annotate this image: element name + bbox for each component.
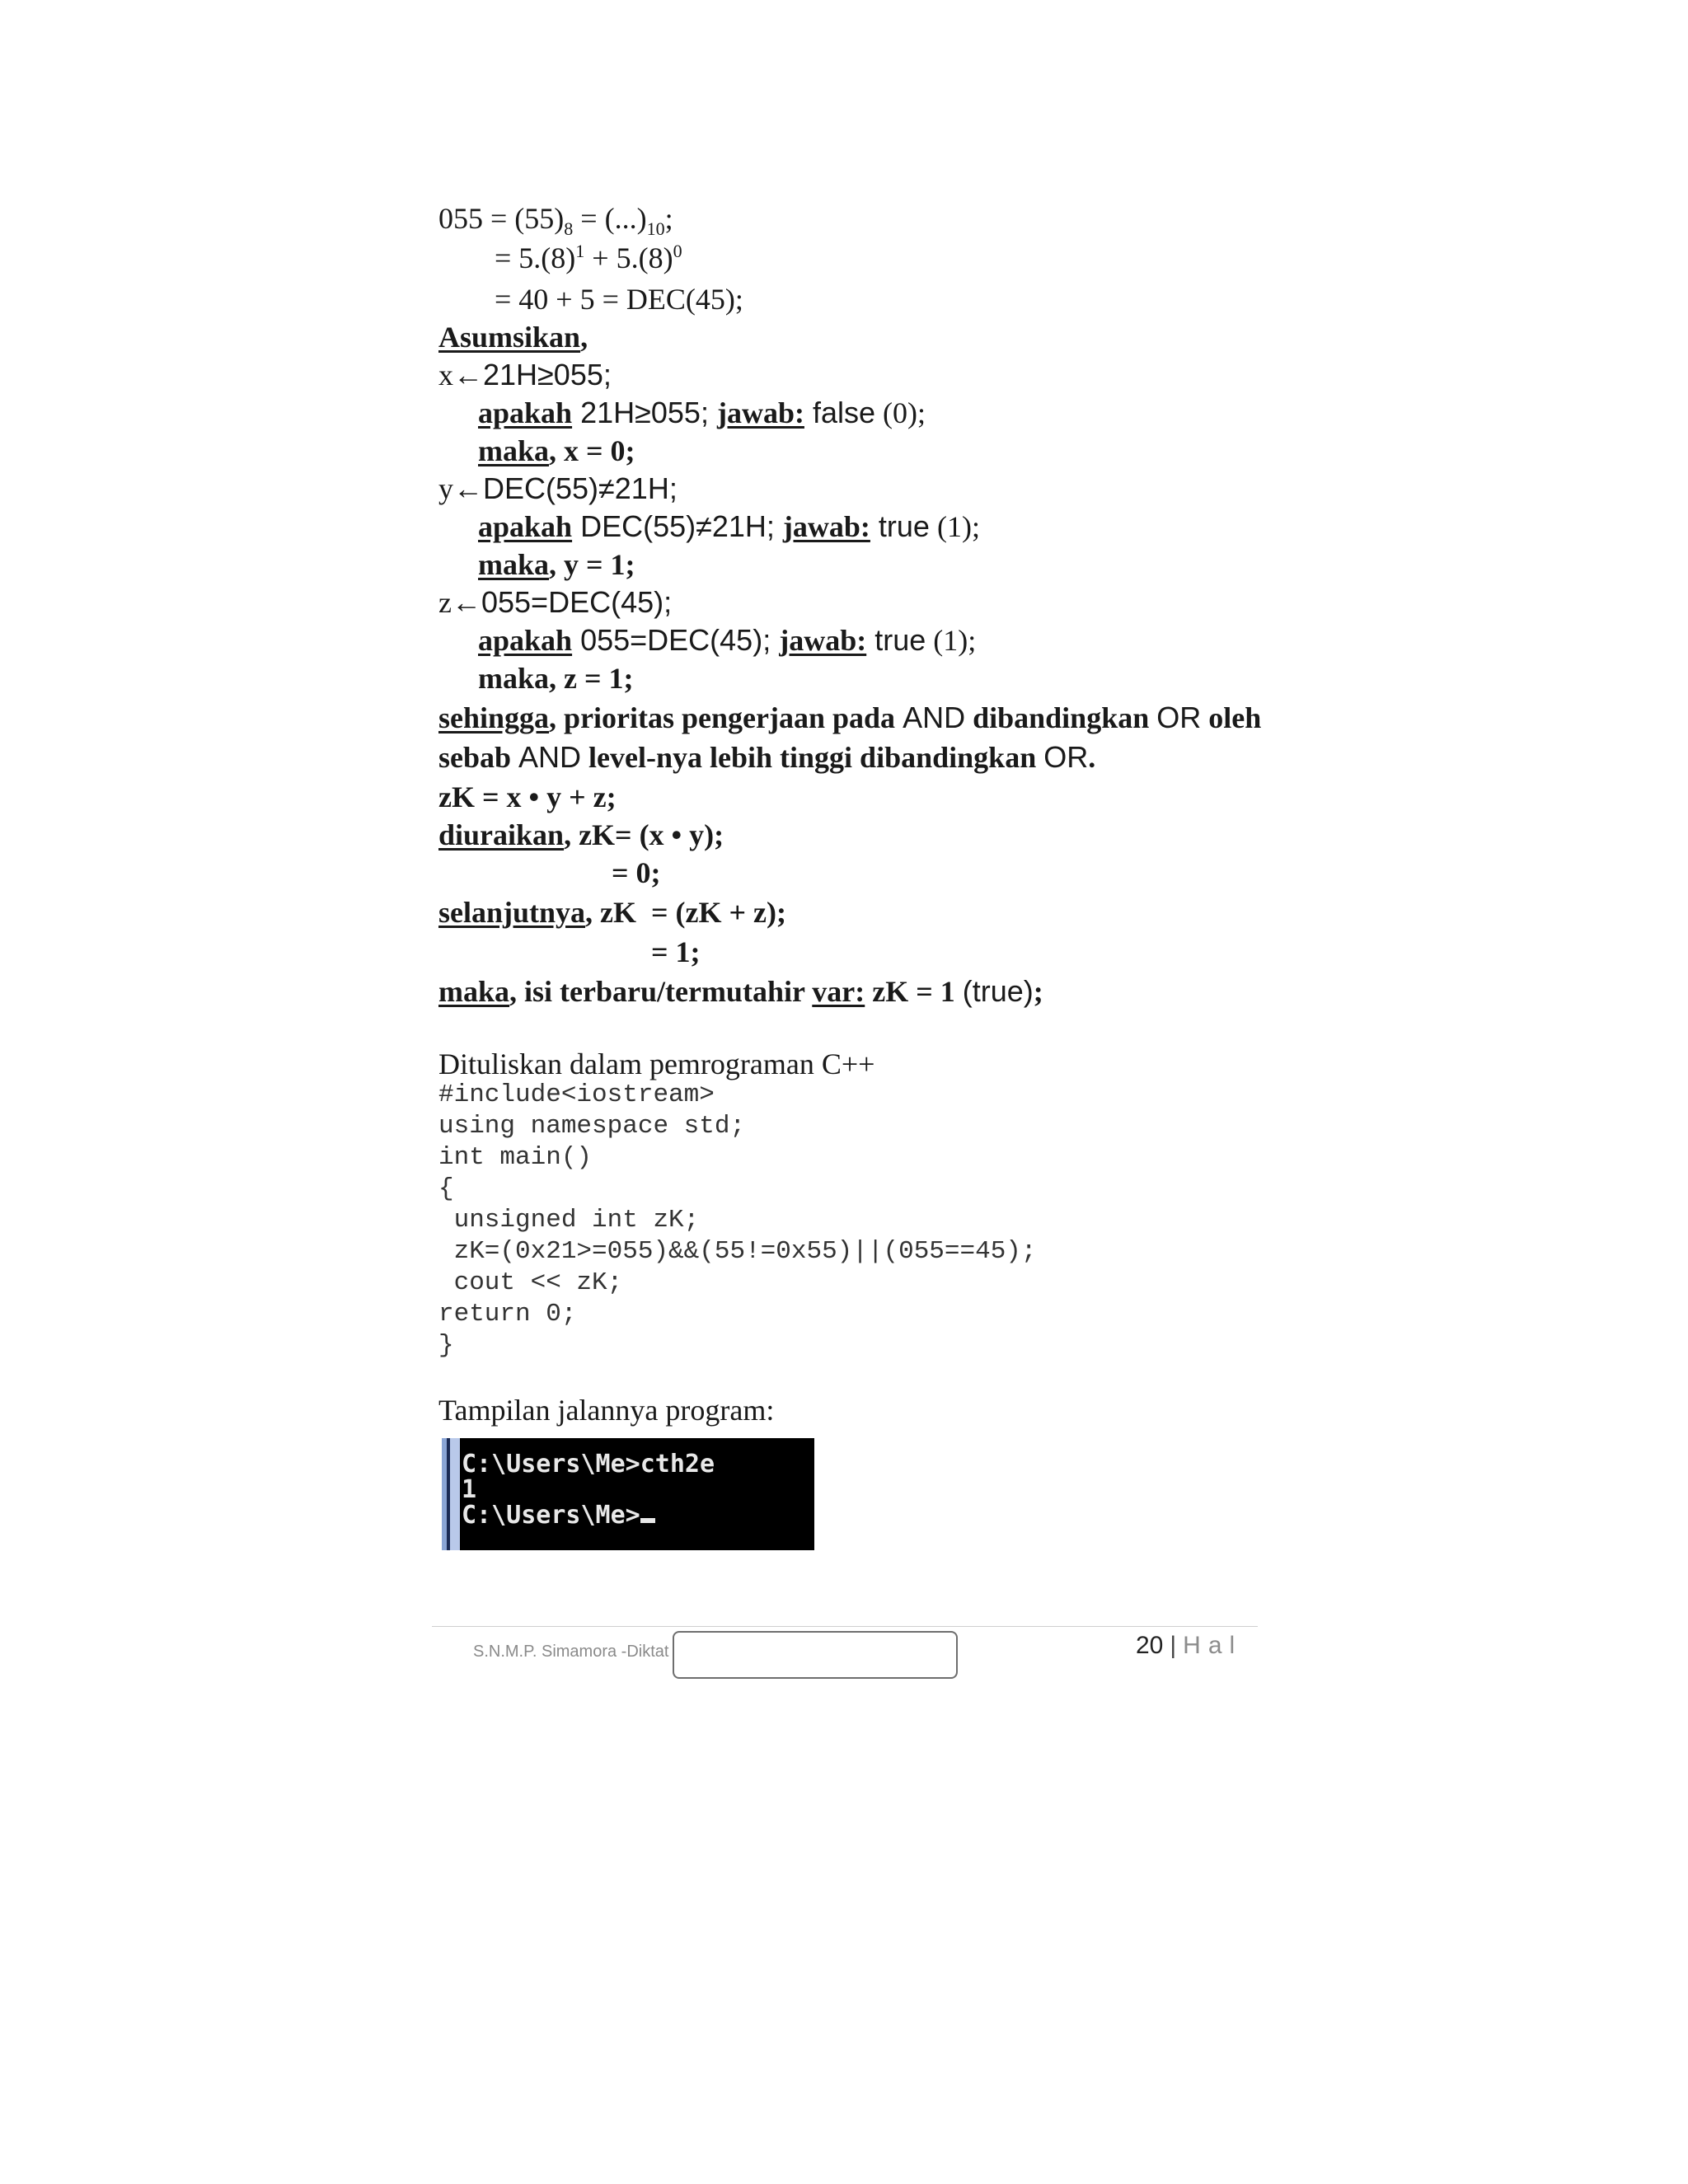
answer-value: (1); <box>929 510 980 543</box>
selanjutnya-word: selanjutnya <box>438 896 586 929</box>
diuraikan-line <box>438 816 724 854</box>
console-window <box>442 1438 814 1550</box>
formula-text: , zK= (x • y); <box>564 818 724 851</box>
or-keyword: OR <box>1043 740 1089 774</box>
math-line-2 <box>495 239 682 277</box>
code-line: using namespace std; <box>438 1112 746 1141</box>
expression: 055=DEC(45); <box>572 623 780 657</box>
footer-page <box>1136 1632 1242 1660</box>
var-name: y <box>438 472 453 505</box>
selanjutnya-line <box>438 893 786 931</box>
separator: | <box>1170 1632 1177 1659</box>
y-ask-line <box>478 508 980 546</box>
math-line-3: = 40 + 5 = DEC(45); <box>495 283 743 316</box>
jawab-word: jawab: <box>716 396 804 429</box>
y-maka-line <box>478 546 635 583</box>
expression: 21H≥055; <box>572 396 717 429</box>
console-frame <box>442 1438 460 1550</box>
var-name: z <box>438 586 452 619</box>
and-keyword: AND <box>518 740 582 774</box>
code-line: int main() <box>438 1143 593 1172</box>
and-keyword: AND <box>903 701 966 734</box>
jawab-word: jawab: <box>779 624 867 657</box>
comma: , <box>580 321 588 354</box>
console-line: 1 <box>462 1475 477 1504</box>
answer-value: (0); <box>875 396 926 429</box>
asumsikan-line <box>438 318 588 356</box>
true-word: (true) <box>962 974 1034 1008</box>
code-line: #include<iostream> <box>438 1080 715 1109</box>
sehingga-line-2 <box>438 738 1095 776</box>
sehingga-word: sehingga <box>438 701 550 734</box>
math-text: + 5.(8) <box>584 241 673 274</box>
apakah-word: apakah <box>478 624 573 657</box>
paragraph-text: zK = 1 <box>865 975 963 1008</box>
code-line: return 0; <box>438 1300 577 1329</box>
math-text: = (...) <box>573 202 647 235</box>
footer-textbox <box>673 1631 958 1679</box>
z-assign-line <box>438 583 672 621</box>
var-name: x <box>438 359 453 391</box>
formula-text: , zK = (zK + z); <box>585 896 786 929</box>
maka-word: maka <box>478 434 550 467</box>
maka-word: maka <box>478 548 550 581</box>
cpp-heading: Dituliskan dalam pemrograman C++ <box>438 1047 875 1080</box>
y-assign-line <box>438 470 678 508</box>
console-line: C:\Users\Me>cth2e <box>462 1450 715 1479</box>
answer: false <box>804 396 875 429</box>
var-word: var: <box>812 975 865 1008</box>
paragraph-text: sebab <box>438 741 519 774</box>
code-line: { <box>438 1174 454 1203</box>
final-line <box>438 972 1043 1010</box>
math-text: ; <box>664 202 673 235</box>
code-line: zK=(0x21>=055)&&(55!=0x55)||(055==45); <box>438 1237 1037 1266</box>
apakah-word: apakah <box>478 510 573 543</box>
answer: true <box>866 623 926 657</box>
result-text: , x = 0; <box>549 434 635 467</box>
paragraph-text: , isi terbaru/termutahir <box>509 975 813 1008</box>
console-output <box>462 1451 715 1528</box>
result-text: , y = 1; <box>549 548 635 581</box>
zk-formula-line: zK = x • y + z; <box>438 780 617 813</box>
math-text: = 5.(8) <box>495 241 576 274</box>
hal-label: Hal <box>1183 1632 1243 1659</box>
z-maka-line: maka, z = 1; <box>478 662 634 695</box>
expression: ←055=DEC(45); <box>451 585 673 619</box>
selanjutnya-result: = 1; <box>651 935 701 968</box>
subscript: 10 <box>646 218 665 240</box>
expression: ←DEC(55)≠21H; <box>453 471 678 505</box>
expression: ←21H≥055; <box>453 358 612 391</box>
apakah-word: apakah <box>478 396 573 429</box>
code-line: } <box>438 1331 454 1360</box>
jawab-word: jawab: <box>782 510 870 543</box>
footer-author: S.N.M.P. Simamora -Diktat <box>473 1643 669 1661</box>
page-number: 20 <box>1136 1632 1164 1659</box>
x-maka-line <box>478 432 635 470</box>
paragraph-text: oleh <box>1201 701 1262 734</box>
maka-word: maka <box>438 975 510 1008</box>
subscript: 8 <box>564 218 574 240</box>
paragraph-text: , prioritas pengerjaan pada <box>549 701 903 734</box>
superscript: 1 <box>575 241 585 261</box>
x-ask-line <box>478 394 926 432</box>
sehingga-line-1 <box>438 699 1261 737</box>
footer-divider <box>432 1626 1258 1627</box>
math-line-1 <box>438 199 673 240</box>
superscript: 0 <box>673 241 682 261</box>
cursor-icon <box>640 1518 655 1523</box>
paragraph-text: . <box>1088 741 1096 774</box>
or-keyword: OR <box>1156 701 1202 734</box>
code-line: cout << zK; <box>438 1268 623 1297</box>
math-text: 055 <box>438 202 483 235</box>
code-line: unsigned int zK; <box>438 1206 700 1235</box>
paragraph-text: ; <box>1033 975 1043 1008</box>
z-ask-line <box>478 621 976 659</box>
asumsikan-word: Asumsikan <box>438 321 581 354</box>
diuraikan-word: diuraikan <box>438 818 565 851</box>
run-heading: Tampilan jalannya program: <box>438 1394 775 1427</box>
console-line: C:\Users\Me> <box>462 1501 640 1530</box>
expression: DEC(55)≠21H; <box>572 509 783 543</box>
answer: true <box>870 509 930 543</box>
paragraph-text: dibandingkan <box>965 701 1157 734</box>
answer-value: (1); <box>926 624 977 657</box>
x-assign-line <box>438 356 612 394</box>
console-prompt <box>462 1502 715 1528</box>
paragraph-text: level-nya lebih tinggi dibandingkan <box>581 741 1044 774</box>
diuraikan-result: = 0; <box>612 856 661 889</box>
math-text: = (55) <box>483 202 565 235</box>
